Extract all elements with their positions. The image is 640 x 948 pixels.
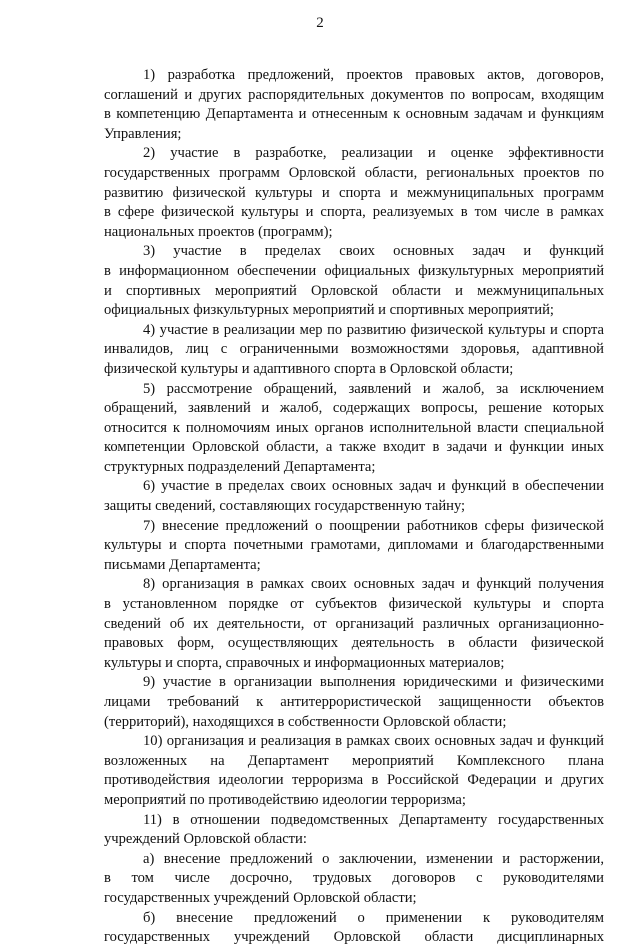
paragraph-line: 8) организация в рамках своих основных задач и функций получения bbox=[143, 576, 604, 593]
paragraph bbox=[104, 477, 604, 516]
paragraph bbox=[104, 575, 604, 673]
paragraph-line: культуры и спорта почетными грамотами, дипломами и благодарственными bbox=[104, 537, 604, 554]
paragraph bbox=[104, 66, 604, 144]
paragraph-line: лицами требований к антитеррористической защищенности объектов bbox=[104, 694, 604, 710]
document-body bbox=[104, 66, 604, 948]
paragraph bbox=[104, 673, 604, 732]
paragraph-line: письмами Департамента; bbox=[104, 556, 261, 573]
paragraph-line: в установленном порядке от субъектов физической культуры и спорта bbox=[104, 596, 604, 613]
paragraph-line: 2) участие в разработке, реализации и оценке эффективности bbox=[143, 145, 604, 162]
paragraph bbox=[104, 732, 604, 810]
paragraph-line: 7) внесение предложений о поощрении работников сферы физической bbox=[143, 517, 604, 534]
paragraph-line: а) внесение предложений о заключении, изменении и расторжении, bbox=[143, 850, 604, 867]
paragraph-line: национальных проектов (программ); bbox=[104, 223, 333, 240]
paragraph-line: инвалидов, лиц с ограниченными возможностями здоровья, адаптивной bbox=[104, 341, 604, 358]
paragraph bbox=[104, 811, 604, 850]
paragraph-line: в компетенцию Департамента и отнесенным к основным задачам и функциям bbox=[104, 106, 604, 123]
paragraph bbox=[104, 909, 604, 948]
paragraph-line: относится к полномочиям иных органов исполнительной власти специальной bbox=[104, 419, 604, 436]
paragraph-line: в информационном обеспечении официальных физкультурных мероприятий bbox=[104, 262, 604, 279]
paragraph bbox=[104, 242, 604, 320]
paragraph-line: 5) рассмотрение обращений, заявлений и жалоб, за исключением bbox=[143, 380, 604, 397]
paragraph-line: (территорий), находящихся в собственности Орловской области; bbox=[104, 713, 507, 730]
paragraph-line: 1) разработка предложений, проектов правовых актов, договоров, bbox=[143, 67, 604, 83]
paragraph-line: противодействия идеологии терроризма в Российской Федерации и других bbox=[104, 772, 604, 789]
paragraph-line: возложенных на Департамент мероприятий Комплексного плана bbox=[104, 752, 604, 769]
paragraph-line: физической культуры и адаптивного спорта в Орловской области; bbox=[104, 360, 514, 377]
paragraph-line: и спортивных мероприятий Орловской области и межмуниципальных bbox=[104, 282, 604, 299]
paragraph-line: развитию физической культуры и спорта и межмуниципальных программ bbox=[104, 184, 604, 201]
paragraph-line: 3) участие в пределах своих основных задач и функций bbox=[143, 243, 604, 260]
paragraph-line: сведений об их деятельности, от организаций различных организационно- bbox=[104, 615, 604, 632]
paragraph bbox=[104, 517, 604, 576]
paragraph-line: мероприятий по противодействию идеологии терроризма; bbox=[104, 791, 466, 808]
paragraph-line: в сфере физической культуры и спорта, реализуемых в том числе в рамках bbox=[104, 204, 604, 221]
paragraph-line: б) внесение предложений о применении к руководителям bbox=[143, 909, 604, 926]
paragraph bbox=[104, 321, 604, 380]
paragraph bbox=[104, 144, 604, 242]
paragraph-line: правовых форм, осуществляющих деятельность в области физической bbox=[104, 635, 604, 652]
paragraph-line: 10) организация и реализация в рамках своих основных задач и функций bbox=[143, 733, 604, 750]
page-number: 2 bbox=[316, 15, 324, 31]
paragraph-line: Управления; bbox=[104, 125, 182, 142]
paragraph-line: 9) участие в организации выполнения юридическими и физическими bbox=[143, 674, 604, 691]
paragraph-line: 11) в отношении подведомственных Департаменту государственных bbox=[143, 811, 604, 828]
paragraph-line: официальных физкультурных мероприятий и спортивных мероприятий; bbox=[104, 302, 554, 319]
paragraph-line: структурных подразделений Департамента; bbox=[104, 458, 376, 475]
paragraph-line: компетенции Орловской области, а также входит в задачи и функции иных bbox=[104, 439, 604, 456]
paragraph-line: государственных программ Орловской области, региональных проектов по bbox=[104, 164, 604, 181]
paragraph-line: государственных учреждений Орловской области дисциплинарных bbox=[104, 929, 604, 946]
paragraph-line: в том числе досрочно, трудовых договоров с руководителями bbox=[104, 870, 604, 887]
paragraph bbox=[104, 380, 604, 478]
paragraph-line: обращений, заявлений и жалоб, содержащих вопросы, решение которых bbox=[104, 400, 604, 417]
paragraph-line: учреждений Орловской области: bbox=[104, 831, 307, 848]
paragraph-line: защиты сведений, составляющих государственную тайну; bbox=[104, 498, 466, 515]
paragraph-line: 4) участие в реализации мер по развитию физической культуры и спорта bbox=[143, 321, 604, 338]
paragraph-line: государственных учреждений Орловской области; bbox=[104, 889, 417, 906]
paragraph bbox=[104, 850, 604, 909]
paragraph-line: культуры и спорта, справочных и информационных материалов; bbox=[104, 654, 505, 671]
paragraph-line: 6) участие в пределах своих основных задач и функций в обеспечении bbox=[143, 478, 604, 495]
paragraph-line: соглашений и других распорядительных документов по вопросам, входящим bbox=[104, 86, 604, 103]
